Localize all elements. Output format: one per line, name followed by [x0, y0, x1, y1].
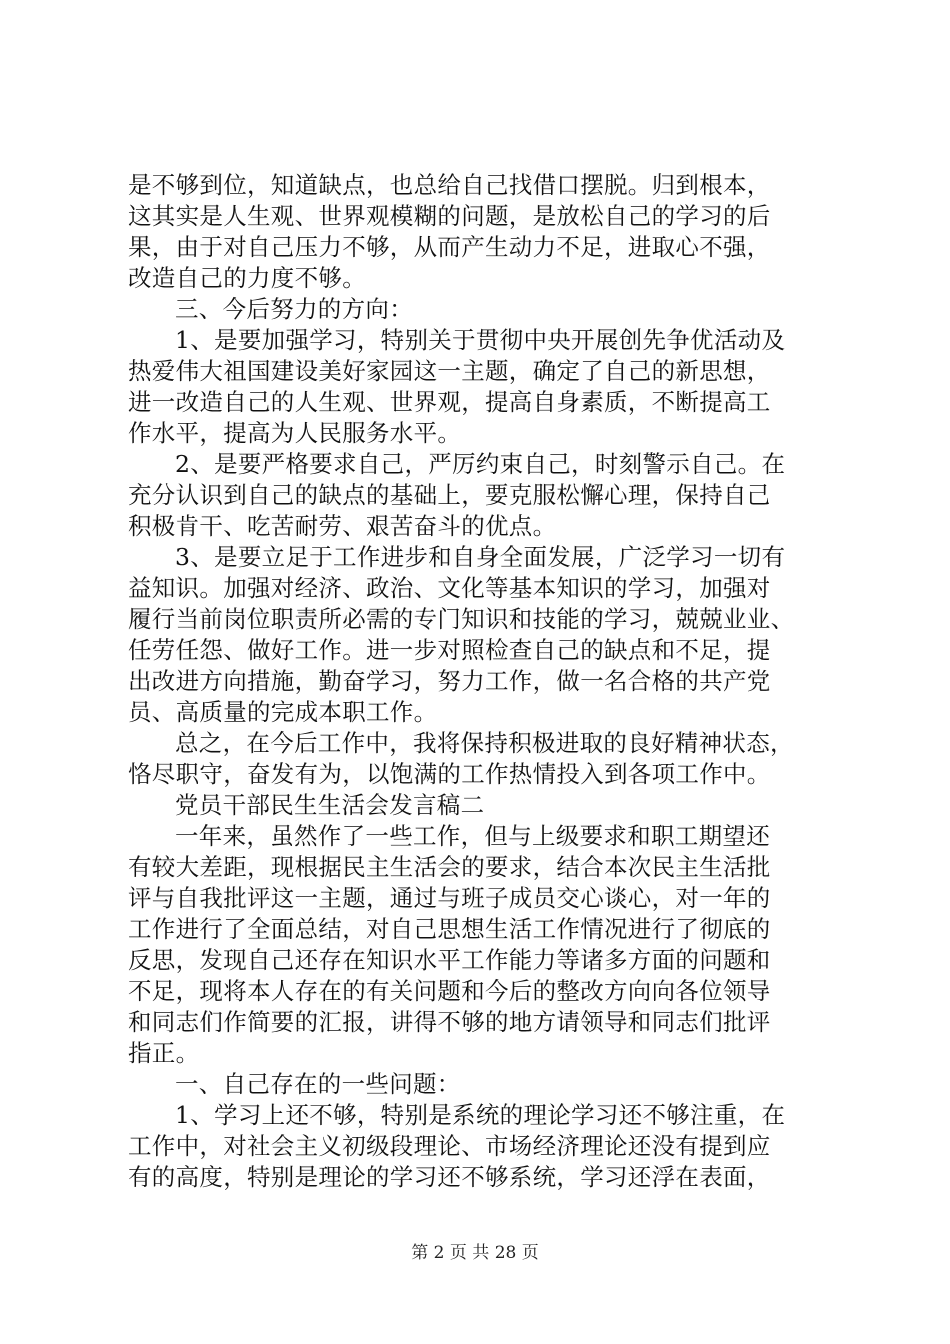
text-line: 工作进行了全面总结，对自己思想生活工作情况进行了彻底的 — [128, 915, 771, 943]
text-line: 改造自己的力度不够。 — [128, 264, 366, 292]
text-line: 不足，现将本人存在的有关问题和今后的整改方向向各位领导 — [128, 977, 771, 1005]
text-line: 果，由于对自己压力不够，从而产生动力不足，进取心不强， — [128, 233, 771, 261]
text-line: 1、是要加强学习，特别关于贯彻中央开展创先争优活动及 — [175, 326, 786, 354]
text-line: 评与自我批评这一主题，通过与班子成员交心谈心，对一年的 — [128, 884, 771, 912]
text-line: 恪尽职守，奋发有为，以饱满的工作热情投入到各项工作中。 — [128, 760, 771, 788]
text-line: 充分认识到自己的缺点的基础上，要克服松懈心理，保持自己 — [128, 481, 771, 509]
text-line: 积极肯干、吃苦耐劳、艰苦奋斗的优点。 — [128, 512, 557, 540]
text-line: 1、学习上还不够，特别是系统的理论学习还不够注重，在 — [175, 1101, 786, 1129]
text-line: 一、自己存在的一些问题： — [175, 1070, 461, 1098]
text-line: 2、是要严格要求自己，严厉约束自己，时刻警示自己。在 — [175, 450, 786, 478]
text-line: 工作中，对社会主义初级段理论、市场经济理论还没有提到应 — [128, 1132, 771, 1160]
text-line: 进一改造自己的人生观、世界观，提高自身素质，不断提高工 — [128, 388, 771, 416]
text-line: 三、今后努力的方向： — [175, 295, 413, 323]
text-line: 任劳任怨、做好工作。进一步对照检查自己的缺点和不足，提 — [128, 636, 771, 664]
text-line: 3、是要立足于工作进步和自身全面发展，广泛学习一切有 — [175, 543, 786, 571]
text-line: 益知识。加强对经济、政治、文化等基本知识的学习，加强对 — [128, 574, 771, 602]
text-line: 出改进方向措施，勤奋学习，努力工作，做一名合格的共产党 — [128, 667, 771, 695]
text-line: 反思，发现自己还存在知识水平工作能力等诸多方面的问题和 — [128, 946, 771, 974]
text-line: 总之，在今后工作中，我将保持积极进取的良好精神状态， — [175, 729, 794, 757]
text-line: 是不够到位，知道缺点，也总给自己找借口摆脱。归到根本， — [128, 171, 771, 199]
text-line: 履行当前岗位职责所必需的专门知识和技能的学习，兢兢业业、 — [128, 605, 795, 633]
text-line: 指正。 — [128, 1039, 200, 1067]
text-line: 党员干部民生生活会发言稿二 — [175, 791, 485, 819]
text-line: 作水平，提高为人民服务水平。 — [128, 419, 462, 447]
document-body — [128, 170, 848, 1193]
text-line: 有较大差距，现根据民主生活会的要求，结合本次民主生活批 — [128, 853, 771, 881]
text-line: 员、高质量的完成本职工作。 — [128, 698, 438, 726]
text-line: 和同志们作简要的汇报，讲得不够的地方请领导和同志们批评 — [128, 1008, 771, 1036]
page-footer: 第 2 页 共 28 页 — [411, 1243, 539, 1263]
text-line: 热爱伟大祖国建设美好家园这一主题，确定了自己的新思想， — [128, 357, 771, 385]
text-line: 有的高度，特别是理论的学习还不够系统，学习还浮在表面， — [128, 1163, 771, 1191]
text-line: 一年来，虽然作了一些工作，但与上级要求和职工期望还 — [175, 822, 770, 850]
text-line: 这其实是人生观、世界观模糊的问题，是放松自己的学习的后 — [128, 202, 771, 230]
